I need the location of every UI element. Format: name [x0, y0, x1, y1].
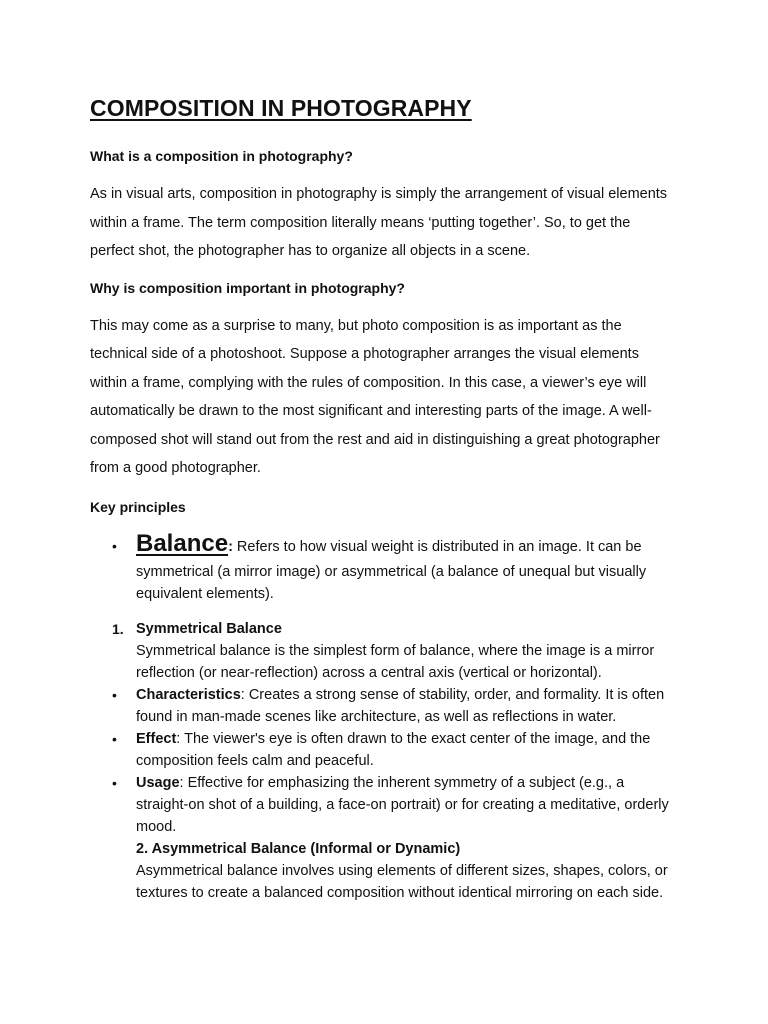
text-line: straight-on shot of a building, a face-on portrait) or for creating a meditative, orderly: [136, 796, 669, 813]
bullet-icon: •: [112, 774, 117, 791]
effect-label: Effect: [136, 730, 177, 747]
question-why-important: Why is composition important in photography?: [90, 279, 405, 296]
text-line: : Effective for emphasizing the inherent symmetry of a subject (e.g., a: [179, 774, 625, 791]
paragraph-line: composed shot will stand out from the rest and aid in distinguishing a great photographer: [90, 431, 660, 448]
balance-continuation: [136, 561, 672, 605]
text-line: composition feels calm and peaceful.: [136, 752, 374, 769]
balance-text: Refers to how visual weight is distributed in an image. It can be: [232, 538, 642, 555]
text-line: Symmetrical balance is the simplest form of balance, where the image is a mirror: [136, 642, 655, 659]
list-item-balance: [90, 529, 672, 605]
paragraph-line: As in visual arts, composition in photography is simply the arrangement of visual elements: [90, 186, 668, 202]
paragraph-line: within a frame, complying with the rules of composition. In this case, a viewer’s eye will: [90, 374, 647, 391]
paragraph-line: perfect shot, the photographer has to organize all objects in a scene.: [90, 243, 531, 259]
balance-colon: :: [228, 538, 233, 555]
text-line: textures to create a balanced composition without identical mirroring on each side.: [136, 884, 664, 901]
paragraph-definition: [90, 180, 672, 266]
list-item-characteristics: [90, 684, 672, 728]
text-line: reflection (or near-reflection) across a central axis (vertical or horizontal).: [136, 664, 602, 681]
text-line: : Creates a strong sense of stability, order, and formality. It is often: [240, 686, 665, 703]
usage-label: Usage: [136, 774, 180, 791]
paragraph-line: automatically be drawn to the most significant and interesting parts of the image. A well-: [90, 403, 652, 419]
text-line: equivalent elements).: [136, 585, 274, 602]
paragraph-line: within a frame. The term composition literally means ‘putting together’. So, to get the: [90, 214, 631, 231]
text-line: symmetrical (a mirror image) or asymmetrical (a balance of unequal but visually: [136, 563, 647, 580]
text-line: mood.: [136, 818, 177, 835]
text-line: Asymmetrical balance involves using elements of different sizes, shapes, colors, or: [136, 862, 668, 879]
principles-list: [90, 529, 672, 904]
bullet-icon: •: [112, 730, 117, 747]
page-title: COMPOSITION IN PHOTOGRAPHY: [90, 95, 472, 121]
paragraph-line: from a good photographer.: [90, 460, 261, 476]
list-number: 1.: [112, 620, 124, 637]
text-line: found in man-made scenes like architecture, as well as reflections in water.: [136, 708, 617, 725]
list-item-symmetrical-balance: [90, 618, 672, 684]
list-item-usage: [90, 772, 672, 904]
key-principles-heading: Key principles: [90, 498, 186, 515]
balance-term: Balance: [136, 529, 229, 557]
bullet-icon: •: [112, 686, 117, 703]
paragraph-line: technical side of a photoshoot. Suppose a photographer arranges the visual elements: [90, 346, 639, 362]
asymmetrical-heading: 2. Asymmetrical Balance (Informal or Dynamic): [136, 840, 461, 857]
bullet-icon: •: [112, 537, 117, 554]
question-what-is-composition: What is a composition in photography?: [90, 148, 353, 164]
symmetrical-heading: Symmetrical Balance: [136, 620, 282, 637]
text-line: : The viewer's eye is often drawn to the exact center of the image, and the: [176, 730, 651, 747]
paragraph-line: This may come as a surprise to many, but photo composition is as important as the: [90, 317, 622, 334]
characteristics-label: Characteristics: [136, 686, 241, 703]
paragraph-importance: [90, 312, 672, 483]
list-item-effect: [90, 728, 672, 772]
